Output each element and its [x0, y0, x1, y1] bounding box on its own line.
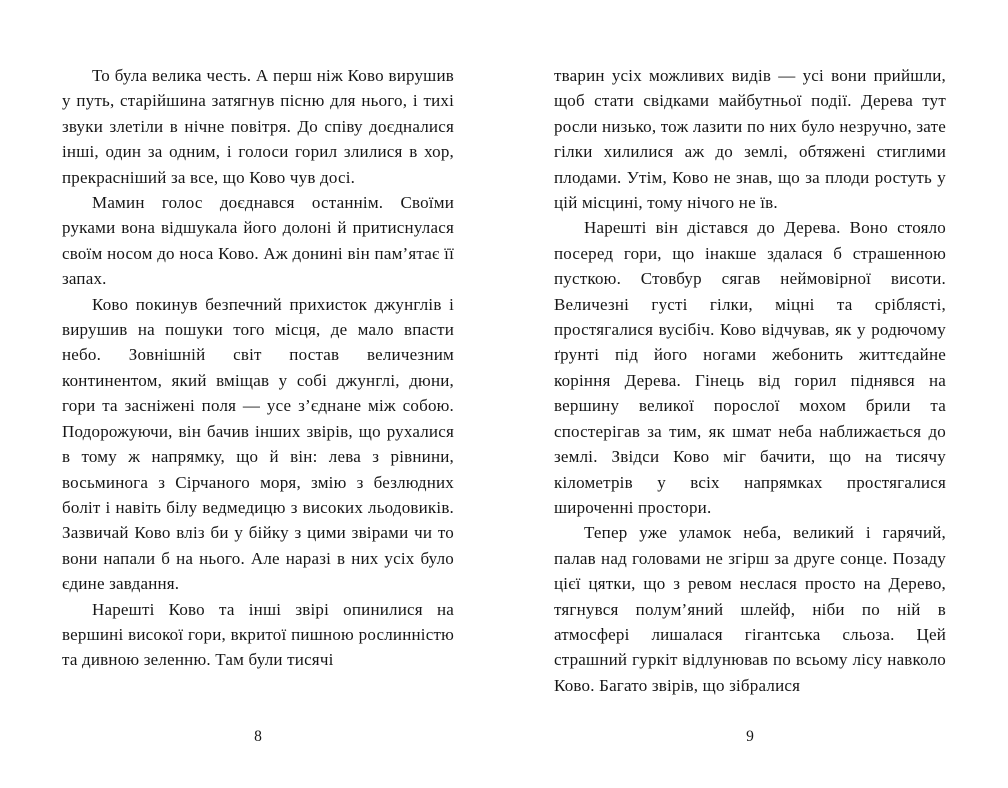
page-right-text	[554, 63, 946, 698]
paragraph: тварин усіх можливих видів — усі вони прийшли, щоб стати свідками майбутньої події. Дерева тут росли низько, тож лазити по них було незручно, зате гілки хилилися аж до землі, обтяжені стиглими плодами. Утім, Ково не знав, що за плоди ростуть у цій місцині, тому нічого не їв.	[554, 66, 946, 213]
paragraph: Мамин голос доєднався останнім. Своїми руками вона відшукала його долоні й притиснулася своїм носом до носа Ково. Аж донині він пам’ятає її запах.	[62, 193, 454, 289]
paragraph: Ково покинув безпечний прихисток джунглів і вирушив на пошуки того місця, де мало впасти небо. Зовнішній світ постав величезним континентом, який вміщав у собі джунглі, дюни, гори та засніжені поля — усе з’єднане між собою. Подорожуючи, він бачив інших звірів, що рухалися в тому ж напрямку, що й він: лева з рівнини, восьминога з Сірчаного моря, змію з безлюдних боліт і навіть білу ведмедицю з високих льодовиків. Зазвичай Ково вліз би у бійку з цими звірами чи то вони напали б на нього. Але наразі в них усіх було єдине завдання.	[62, 294, 454, 594]
paragraph: Нарешті він дістався до Дерева. Воно стояло посеред гори, що інакше здалася б страшенною пусткою. Стовбур сягав неймовірної висоти. Величезні густі гілки, міцні та сріблясті, простягалися вусібіч. Ково відчував, як у родючому ґрунті під його ногами жебонить життєдайне коріння Дерева. Гінець від горил піднявся на вершину великої порослої мохом брили та спостерігав за тим, як шмат неба наближається до землі. Звідси Ково міг бачити, що на тисячу кілометрів у всіх напрямках простягалися широченні простори.	[554, 218, 946, 517]
page-left-number: 8	[254, 728, 262, 745]
page-right	[554, 63, 946, 755]
page-right-number: 9	[746, 728, 754, 745]
paragraph: Тепер уже уламок неба, великий і гарячий, палав над головами не згірш за друге сонце. Позаду цієї цятки, що з ревом неслася просто на Дерево, тягнувся полум’яний шлейф, ніби по ній в атмосфері лишалася гігантська сльоза. Цей страшний гуркіт відлунював по всьому лісу навколо Ково. Багато звірів, що зібралися	[554, 523, 946, 695]
paragraph: Нарешті Ково та інші звірі опинилися на вершині високої гори, вкритої пишною рослинністю та дивною зеленню. Там були тисячі	[62, 599, 454, 670]
page-left-text	[62, 63, 454, 673]
page-left	[62, 63, 454, 755]
paragraph: То була велика честь. А перш ніж Ково вирушив у путь, старійшина затягнув пісню для нього, і тихі звуки злетіли в нічне повітря. До співу доєдналися інші, один за одним, і голоси горил злилися в хор, прекрасніший за все, що Ково чув досі.	[62, 66, 454, 187]
